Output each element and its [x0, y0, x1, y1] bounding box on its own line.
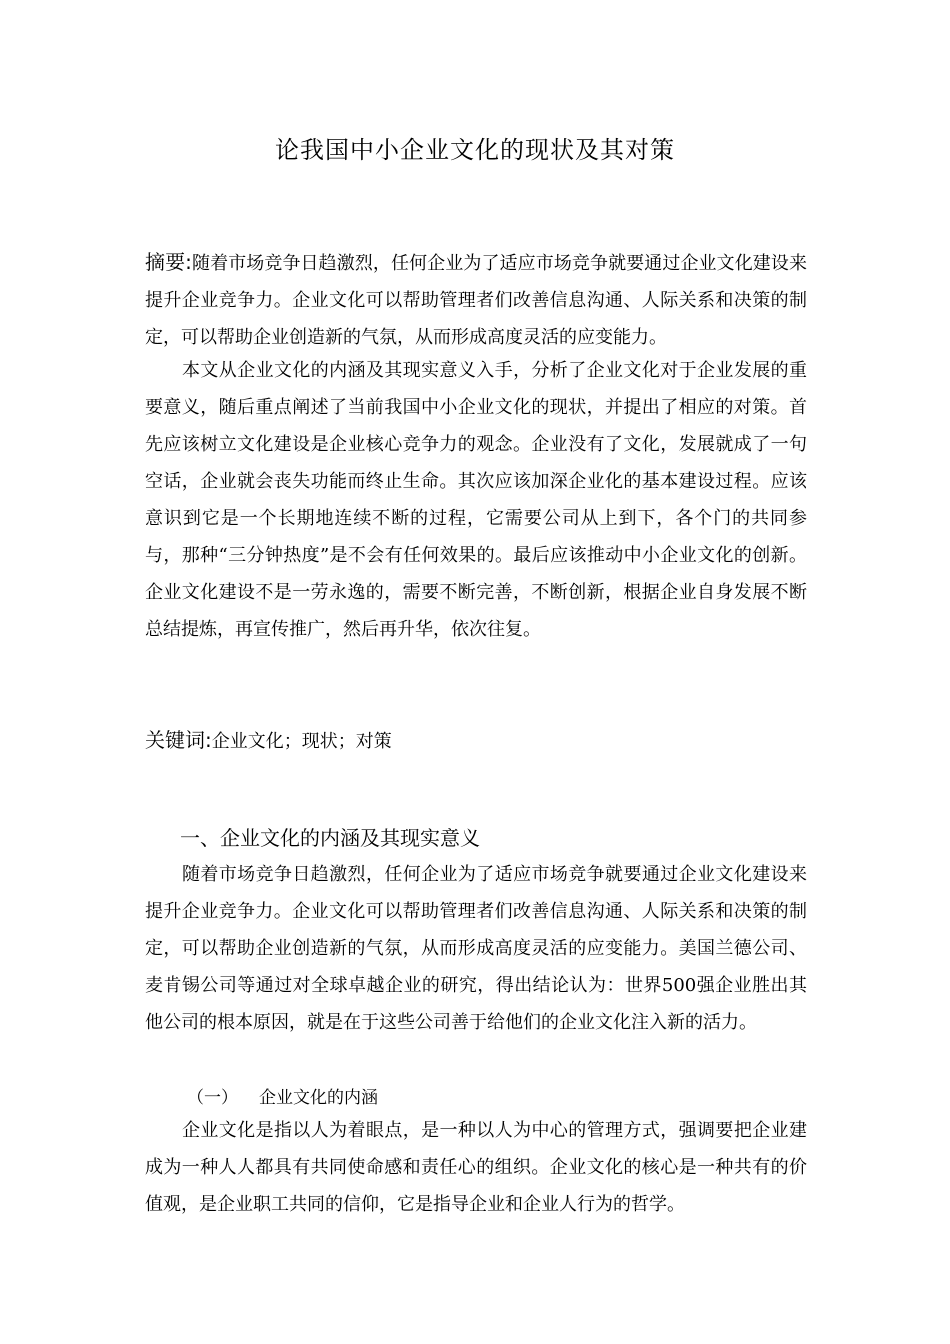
- keywords-label: 关键词:: [145, 728, 212, 752]
- section-1-paragraph-2: 企业文化是指以人为着眼点，是一种以人为中心的管理方式，强调要把企业建成为一种人人都具有共同使命感和责任心的组织。企业文化的核心是一种共有的价值观，是企业职工共同的信仰，它是指导企业和企业人行为的哲学。: [145, 1120, 807, 1215]
- subsection-1-heading: [187, 1082, 378, 1114]
- keywords-line: [145, 722, 807, 760]
- subsection-1-title: 企业文化的内涵: [259, 1088, 378, 1108]
- abstract-paragraph: [145, 244, 807, 356]
- abstract-text: 随着市场竞争日趋激烈，任何企业为了适应市场竞争就要通过企业文化建设来提升企业竞争力。企业文化可以帮助管理者们改善信息沟通、人际关系和决策的制定，可以帮助企业创造新的气氛，从而形成高度灵活的应变能力。: [145, 253, 807, 348]
- section-1-paragraph-1: 随着市场竞争日趋激烈，任何企业为了适应市场竞争就要通过企业文化建设来提升企业竞争力。企业文化可以帮助管理者们改善信息沟通、人际关系和决策的制定，可以帮助企业创造新的气氛，从而形成高度灵活的应变能力。美国兰德公司、麦肯锡公司等通过对全球卓越企业的研究，得出结论认为：世界500强企业胜出其他公司的根本原因，就是在于这些公司善于给他们的企业文化注入新的活力。: [145, 864, 807, 1033]
- abstract-label: 摘要:: [145, 250, 192, 274]
- keywords-text: 企业文化；现状；对策: [211, 731, 392, 752]
- abstract-paragraph-2: 本文从企业文化的内涵及其现实意义入手，分析了企业文化对于企业发展的重要意义，随后重点阐述了当前我国中小企业文化的现状，并提出了相应的对策。首先应该树立文化建设是企业核心竞争力的观念。企业没有了文化，发展就成了一句空话，企业就会丧失功能而终止生命。其次应该加深企业化的基本建设过程。应该意识到它是一个长期地连续不断的过程，它需要公司从上到下，各个门的共同参与，那种“三分钟热度”是不会有任何效果的。最后应该推动中小企业文化的创新。企业文化建设不是一劳永逸的，需要不断完善，不断创新，根据企业自身发展不断总结提炼，再宣传推广，然后再升华，依次往复。: [145, 360, 807, 640]
- document-title: 论我国中小企业文化的现状及其对策: [275, 136, 675, 164]
- subsection-1-number: （一）: [187, 1088, 238, 1108]
- section-1-heading: 一、企业文化的内涵及其现实意义: [180, 826, 480, 850]
